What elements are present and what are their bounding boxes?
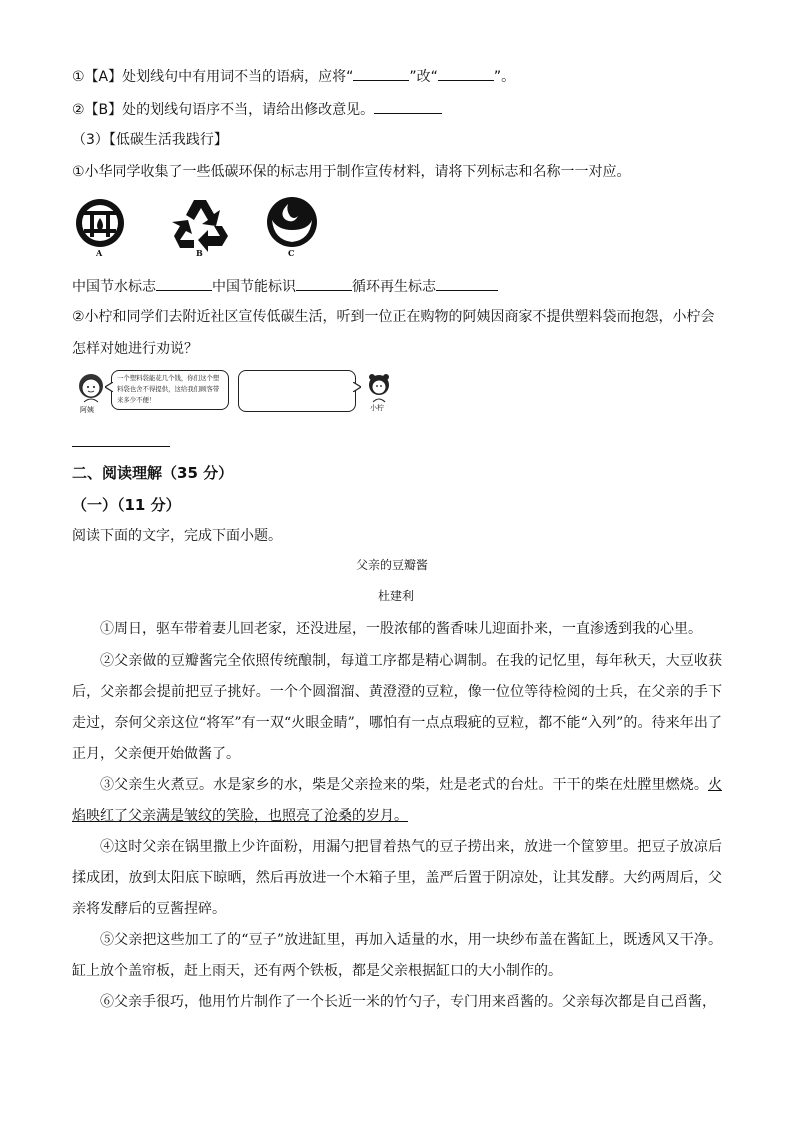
auntie-figure [76,372,106,416]
article-paragraph-2 [72,646,722,770]
auntie-speech-text: 一个塑料袋能花几个钱，你们这个塑料袋也舍不得提供，这给我们顾客带来多少不便！ [117,374,220,404]
recycle-icon [168,196,232,252]
section2-sub: （一）（11 分） [72,496,181,514]
question-a-line [72,66,515,87]
match-item-recycle: 循环再生标志 [352,279,436,295]
paragraph-2-text: ②父亲做的豆瓣酱完全依照传统酿制，每道工序都是精心调制。在我的记忆里，每年秋天，大豆收获后，父亲都会提前把豆子挑好。一个个圆溜溜、黄澄澄的豆粒，像一位位等待检阅的士兵，在父亲的手下走过，奈何父亲这位“将军”有一双“火眼金睛”，哪怕有一点点瑕疵的豆粒，都不能“入列”的。待来年出了正月，父亲便开始做酱了。 [72,653,722,762]
paragraph-4-text: ④这时父亲在锅里撒上少许面粉，用漏勺把冒着热气的豆子捞出来，放进一个筐箩里。把豆子放凉后揉成团，放到太阳底下晾晒，然后再放进一个木箱子里，盖严后置于阴凉处，让其发酵。大约两周后，父亲将发酵后的豆酱捏碎。 [72,839,722,917]
section2-instruction: 阅读下面的文字，完成下面小题。 [72,528,282,544]
paragraph-3-underlined: 火焰映红了父亲满是皱纹的笑脸，也照亮了沧桑的岁月。 [72,777,722,824]
auntie-icon [76,372,106,406]
answer-blank-a2[interactable] [438,66,494,81]
auntie-bubble-tail [105,382,113,392]
question-b-text: ②【B】处的划线句语序不当，请给出修改意见。 [72,102,375,118]
answer-blank-b[interactable] [374,99,442,114]
logo-b [168,196,232,262]
article-paragraph-1 [72,614,722,645]
girl-figure [366,372,392,416]
logo-c-label: C [288,248,295,258]
paragraph-5-text: ⑤父亲把这些加工了的“豆子”放进缸里，再加入适量的水，用一块纱布盖在酱缸上，既透风又干净。缸上放个盖帘板，赶上雨天，还有两个铁板，都是父亲根据缸口的大小制作的。 [72,932,722,979]
logo-c [264,196,320,262]
logo-a [72,198,128,262]
match-item-water: 中国节水标志 [72,279,156,295]
paragraph-6-text: ⑥父亲手很巧，他用竹片制作了一个长近一米的竹勺子，专门用来舀酱的。父亲每次都是自己舀酱， [100,994,716,1010]
part3-prompt: ①小华同学收集了一些低碳环保的标志用于制作宣传材料，请将下列标志和名称一一对应。 [72,164,631,180]
article-paragraph-4 [72,832,722,925]
answer-blank-energy[interactable] [296,276,352,291]
match-line [72,276,498,297]
question-b-line [72,99,442,120]
paragraph-3-text: ③父亲生火煮豆。水是家乡的水，柴是父亲捡来的柴，灶是老式的台灶。干干的柴在灶膛里燃烧。 [100,777,708,793]
article-author: 杜建利 [378,589,415,603]
paragraph-1-text: ①周日，驱车带着妻儿回老家，还没进屋，一股浓郁的酱香味儿迎面扑来，一直渗透到我的心里。 [100,621,702,637]
answer-blank-water[interactable] [156,276,212,291]
auntie-speech-bubble [111,370,229,410]
answer-blank-recycle[interactable] [436,276,498,291]
article-title: 父亲的豆瓣酱 [356,558,429,572]
girl-bubble-tail [353,382,361,392]
question-a-mid: ”改“ [409,69,438,85]
task2-line1: ②小柠和同学们去附近社区宣传低碳生活，听到一位正在购物的阿姨因商家不提供塑料袋而抱怨，小柠会 [72,309,715,325]
match-item-energy: 中国节能标识 [212,279,296,295]
article-paragraph-5 [72,925,722,987]
article-paragraph-3 [72,770,722,832]
energy-saving-icon [264,196,320,252]
answer-blank-a1[interactable] [353,66,409,81]
part3-heading: （3）【低碳生活我践行】 [72,132,228,148]
question-a-prefix: ①【A】处划线句中有用词不当的语病，应将“ [72,69,354,85]
logo-b-label: B [196,248,203,258]
girl-speech-bubble-empty[interactable] [238,370,356,412]
logo-a-label: A [96,248,103,258]
auntie-name: 阿姨 [80,406,94,414]
girl-name: 小柠 [370,404,384,412]
answer-line-dialogue[interactable] [72,446,170,447]
section2-title: 二、阅读理解（35 分） [72,464,234,482]
task2-line2: 怎样对她进行劝说？ [72,341,198,357]
article-paragraph-6 [72,987,722,1018]
question-a-suffix: ”。 [493,69,516,85]
girl-icon [366,372,392,404]
